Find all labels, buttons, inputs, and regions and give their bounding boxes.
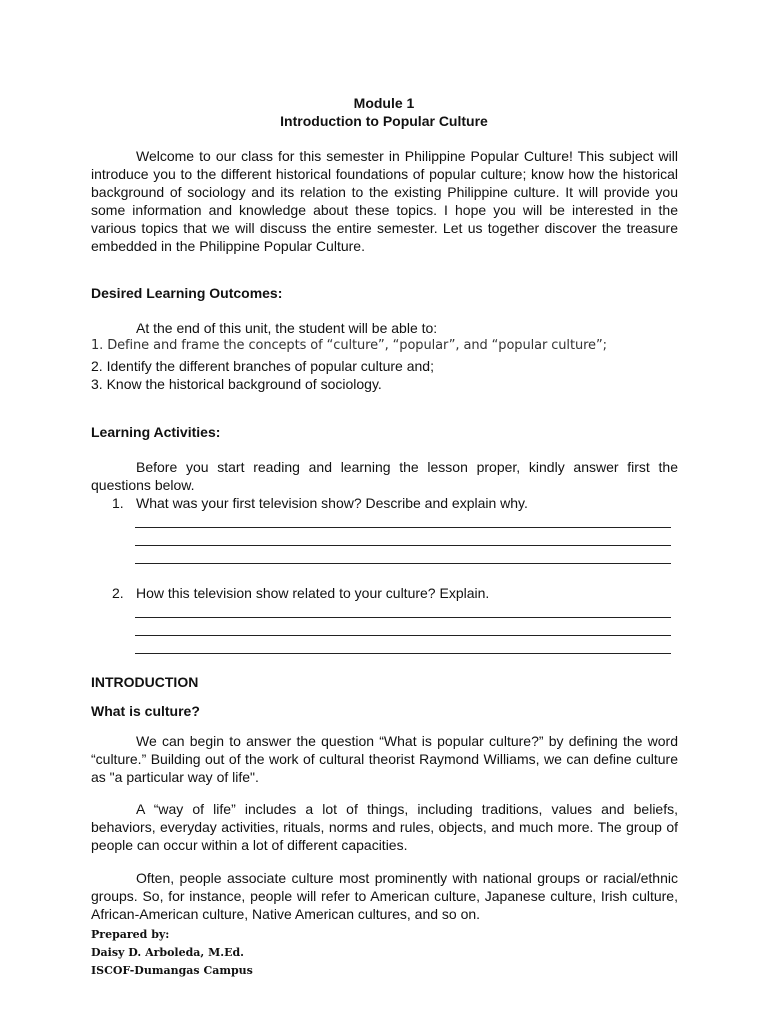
intro-paragraph-1-text: We can begin to answer the question “What is popular culture?” by defining the word “culture.” Building out of the work of cultural theorist Raymond Williams, we can define culture as "a particular way of life". bbox=[91, 733, 678, 785]
answer-line-1c[interactable] bbox=[135, 563, 671, 564]
answer-line-2c[interactable] bbox=[135, 653, 671, 654]
question-2-text: How this television show related to your culture? Explain. bbox=[136, 585, 490, 601]
question-1-text: What was your first television show? Describe and explain why. bbox=[136, 495, 528, 511]
prepared-by-label: Prepared by: bbox=[91, 928, 170, 941]
module-title: Introduction to Popular Culture bbox=[280, 113, 488, 129]
answer-line-2b[interactable] bbox=[135, 635, 671, 636]
document-title bbox=[0, 94, 768, 130]
introduction-heading: INTRODUCTION bbox=[91, 674, 199, 690]
answer-line-2a[interactable] bbox=[135, 617, 671, 618]
intro-paragraph-2 bbox=[91, 800, 678, 854]
welcome-text: Welcome to our class for this semester in Philippine Popular Culture! This subject will introduce you to the different historical foundations of popular culture; know how the historical background of sociology and its relation to the existing Philippine culture. It will provide you some information and knowledge about these topics. I hope you will be interested in the various topics that we will discuss the entire semester. Let us together discover the treasure embedded in the Philippine Popular Culture. bbox=[91, 148, 678, 254]
intro-paragraph-3 bbox=[91, 869, 678, 923]
question-2 bbox=[112, 584, 489, 602]
campus-name: ISCOF-Dumangas Campus bbox=[91, 964, 253, 977]
intro-paragraph-3-text: Often, people associate culture most prominently with national groups or racial/ethnic groups. So, for instance, people will refer to American culture, Japanese culture, Irish culture, African-American culture, Native American cultures, and so on. bbox=[91, 870, 678, 922]
author-name: Daisy D. Arboleda, M.Ed. bbox=[91, 946, 244, 959]
outcome-item-2: 2. Identify the different branches of popular culture and; bbox=[91, 358, 434, 374]
intro-paragraph-1 bbox=[91, 732, 678, 786]
outcome-item-1: 1. Define and frame the concepts of “culture”, “popular”, and “popular culture”; bbox=[91, 338, 607, 353]
intro-paragraph-2-text: A “way of life” includes a lot of things, including traditions, values and beliefs, behaviors, everyday activities, rituals, norms and rules, objects, and much more. The group of people can occur within a lot of different capacities. bbox=[91, 801, 678, 853]
question-1-number: 1. bbox=[112, 495, 124, 511]
activities-heading: Learning Activities: bbox=[91, 424, 221, 440]
welcome-paragraph bbox=[91, 147, 678, 255]
activities-intro-paragraph bbox=[91, 458, 678, 494]
answer-line-1a[interactable] bbox=[135, 527, 671, 528]
activities-intro-text: Before you start reading and learning the lesson proper, kindly answer first the questions below. bbox=[91, 459, 678, 493]
outcome-item-3: 3. Know the historical background of sociology. bbox=[91, 376, 382, 392]
outcomes-heading: Desired Learning Outcomes: bbox=[91, 285, 283, 301]
outcomes-intro: At the end of this unit, the student will be able to: bbox=[136, 320, 438, 336]
question-2-number: 2. bbox=[112, 585, 124, 601]
prepared-by-footer bbox=[91, 926, 253, 980]
what-is-culture-heading: What is culture? bbox=[91, 703, 200, 719]
question-1 bbox=[112, 494, 528, 512]
module-number: Module 1 bbox=[353, 95, 415, 111]
answer-line-1b[interactable] bbox=[135, 545, 671, 546]
